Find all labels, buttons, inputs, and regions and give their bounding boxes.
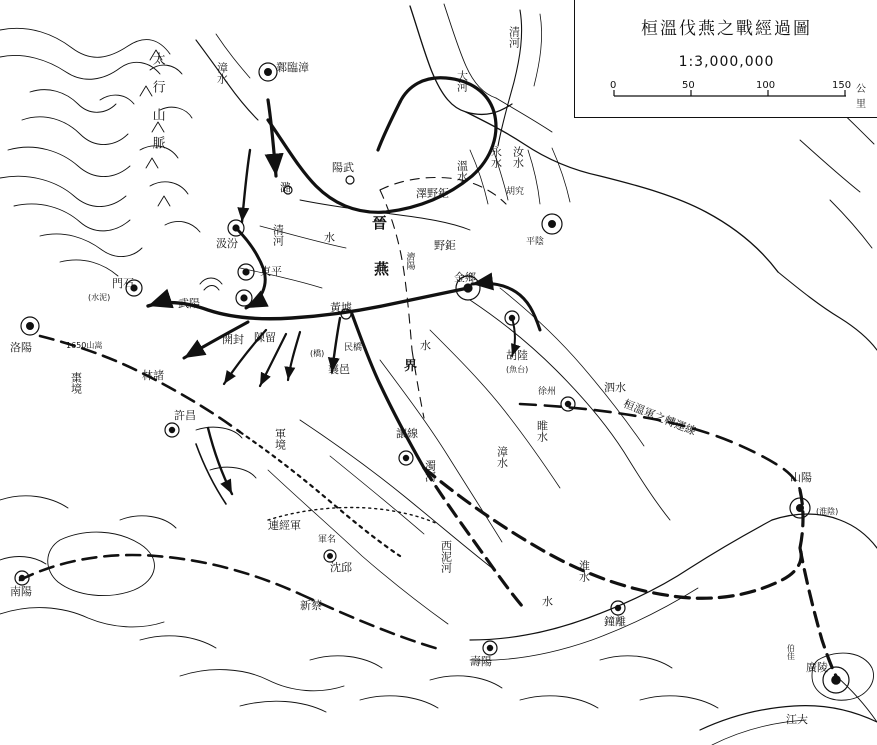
route-lianjun: 連經軍	[268, 519, 301, 532]
scale-tick-50: 50	[682, 80, 695, 91]
supply-route-label: 桓溫軍之轉運線	[621, 397, 698, 438]
river-zhang-mid: 漳水	[495, 446, 509, 468]
scale-ratio: 1:3,000,000	[678, 54, 775, 70]
city-xuzhou: 徐州	[538, 387, 557, 397]
river-yong: 永水	[489, 146, 503, 168]
legend-panel	[574, 0, 877, 118]
region-taihang-mountains: 太 行 山 脈	[149, 52, 165, 149]
river-wen: 溫水	[455, 160, 469, 182]
city-jifen: 汲汾	[216, 237, 238, 250]
river-shui-3: 水	[542, 595, 553, 608]
scale-bar	[610, 80, 866, 112]
city-luoyang: 洛陽	[10, 341, 32, 354]
city-lu: 潞	[280, 181, 291, 194]
river-qing-north: 清河	[507, 26, 521, 48]
route-junming: 軍名	[318, 535, 337, 545]
city-dongping: 東平	[260, 265, 282, 278]
river-ru: 汝水	[511, 146, 525, 168]
peak-elevation: 1650山嵩	[66, 341, 103, 350]
city-pingyin: 平陰	[526, 237, 545, 247]
city-kaifeng: 開封	[222, 333, 244, 346]
map-title: 桓溫伐燕之戰經過圖	[641, 19, 812, 39]
city-jinxiang: 金鄉	[454, 271, 476, 284]
city-shimen-sub: (水泥)	[88, 293, 111, 302]
scale-tick-100: 100	[756, 80, 776, 91]
river-huai: 淮水	[577, 560, 591, 582]
river-xi-ni: 西泥河	[439, 540, 453, 573]
zone-jun: 軍境	[273, 428, 287, 450]
city-hulu: 胡陸	[506, 349, 528, 362]
scale-tick-0: 0	[610, 80, 617, 91]
boundary-jie: 界	[404, 359, 418, 374]
scale-unit: 公里	[856, 84, 866, 110]
zone-zao: 棗境	[69, 372, 83, 394]
city-nanyang: 南陽	[10, 585, 32, 598]
city-tanye: 澤野鉅	[416, 187, 449, 200]
city-zhongli: 鐘離	[604, 615, 626, 628]
city-minqiao-sub: (橋)	[310, 349, 325, 358]
river-zhuo: 濁河	[423, 460, 437, 482]
region-yan: 燕	[374, 260, 390, 278]
city-xiangyi: 襄邑	[328, 363, 350, 376]
city-huzhou: 胡究	[506, 187, 525, 197]
city-hulu-sub: (魚台)	[506, 365, 529, 374]
scale-tick-150: 150	[832, 80, 852, 91]
city-guangling: 廣陵	[806, 661, 828, 674]
city-bodu: 伯佳	[786, 644, 796, 660]
region-jin: 晉	[372, 214, 388, 232]
city-wuyang2: 武陽	[178, 297, 200, 310]
city-huaiyin: (淮陰)	[816, 507, 839, 516]
city-minqiao: 民橋	[344, 343, 363, 353]
city-shimen: 門石	[112, 277, 134, 290]
city-chenliu: 陳留	[254, 331, 276, 344]
city-huangxu: 黃墟	[330, 301, 352, 314]
city-linzhu: 林諸	[142, 369, 164, 382]
city-linzhang: 鄴臨漳	[276, 61, 309, 74]
city-shanyang: 山陽	[790, 471, 812, 484]
river-shui-2: 水	[420, 339, 431, 352]
river-jiang-da: 江大	[786, 713, 808, 726]
city-shouyang: 壽陽	[470, 655, 492, 668]
city-wuyang: 陽武	[332, 161, 354, 174]
city-xuchang: 許昌	[174, 409, 196, 422]
route-qianxian: 讓線	[396, 427, 418, 440]
river-shui-1: 水	[324, 231, 335, 244]
river-qing: 清河	[271, 224, 285, 246]
city-shenqiu: 沈邱	[330, 561, 352, 574]
river-si: 泗水	[604, 381, 626, 394]
river-zhang: 漳水	[215, 62, 229, 84]
river-da: 大河	[455, 70, 469, 92]
city-xincai: 新蔡	[300, 599, 322, 612]
city-jiyang: 濟陽	[404, 252, 415, 270]
city-yeju: 野鉅	[434, 239, 456, 252]
river-sui: 睢水	[535, 420, 549, 442]
